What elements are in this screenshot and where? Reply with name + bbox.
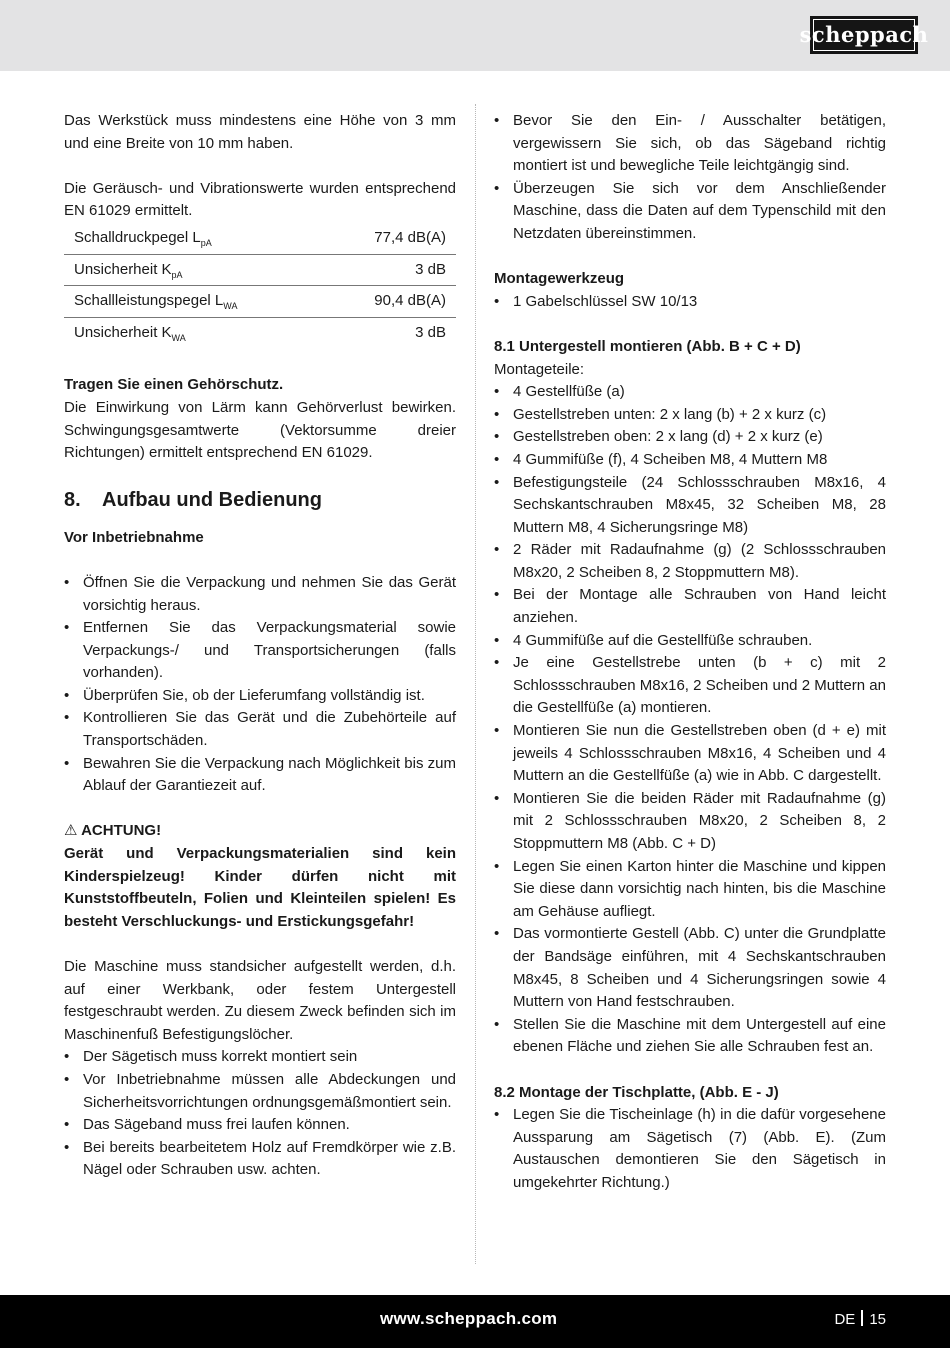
list-item: • Legen Sie einen Karton hinter die Maschine und kippen Sie diese dann vorsichtig nach hinten, bis die Maschine am Gehäuse aufliegt. [494,856,886,924]
tools-list [494,291,886,314]
page-footer [0,1295,950,1348]
warning-triangle-icon: ⚠ [64,822,78,840]
noise-label: Unsicherheit K [74,260,172,278]
column-divider [475,104,476,1264]
table-row [64,286,456,318]
table-mount-list [494,1104,886,1194]
list-item: • Der Sägetisch muss korrekt montiert sein [64,1046,456,1069]
pre-switch-list [494,110,886,246]
subsection-heading-8-1: 8.1 Untergestell montieren (Abb. B + C + D) [494,337,801,355]
section-heading-8 [64,487,456,513]
list-item: • Kontrollieren Sie das Gerät und die Zubehörteile auf Transportschäden. [64,707,456,752]
list-item: • Je eine Gestellstrebe unten (b + c) mit 2 Schlossschrauben M8x16, 2 Scheiben und 2 Muttern an die Gestellfüße (a) montieren. [494,652,886,720]
list-item: • Entfernen Sie das Verpackungsmaterial sowie Verpackungs-/ und Transportsicherungen (falls vorhanden). [64,617,456,685]
list-item: • Gestellstreben unten: 2 x lang (b) + 2 x kurz (c) [494,404,886,427]
right-column [494,110,886,1195]
separator-bar [861,1310,863,1326]
warning-heading [64,820,456,843]
page-number-value: 15 [869,1311,886,1328]
list-item: • Befestigungsteile (24 Schlossschrauben M8x16, 4 Sechskantschrauben M8x45, 32 Scheiben M8, 28 Muttern M8, 4 Sicherungsringe M8) [494,472,886,540]
list-item: • Überzeugen Sie sich vor dem Anschließender Maschine, dass die Daten auf dem Typenschild mit den Netzdaten übereinstimmen. [494,178,886,246]
noise-values-table [64,223,456,348]
subheading-before-use: Vor Inbetriebnahme [64,528,204,546]
table-row [64,317,456,348]
assembly-list [494,381,886,1059]
list-item: • 4 Gummifüße auf die Gestellfüße schrauben. [494,630,886,653]
list-item: • Gestellstreben oben: 2 x lang (d) + 2 x kurz (e) [494,426,886,449]
logo-text: scheppach [799,21,929,47]
list-item: • Öffnen Sie die Verpackung und nehmen Sie das Gerät vorsichtig heraus. [64,572,456,617]
section-title: Aufbau und Bedienung [102,488,322,511]
list-item: • Legen Sie die Tischeinlage (h) in die dafür vorgesehene Aussparung am Sägetisch (7) (Abb. E). (Zum Austauschen demontieren Sie den Sägetisch in umgekehrter Richtung.) [494,1104,886,1194]
language-code: DE [834,1311,856,1328]
noise-label: Schallleistungspegel L [74,292,224,310]
page-header [0,0,950,71]
list-item: • Überprüfen Sie, ob der Lieferumfang vollständig ist. [64,685,456,708]
scheppach-logo [799,16,929,54]
list-item: • Montieren Sie die beiden Räder mit Radaufnahme (g) mit 2 Schlossschrauben M8x20, 2 Scheiben 8, 2 Stoppmuttern M8 (Abb. C + D) [494,788,886,856]
noise-sub: pA [171,269,183,280]
table-row [64,254,456,286]
noise-label: Unsicherheit K [74,323,172,341]
list-item: • 2 Räder mit Radaufnahme (g) (2 Schlossschrauben M8x20, 2 Scheiben 8, 2 Stoppmuttern M8). [494,539,886,584]
list-item: • 4 Gestellfüße (a) [494,381,886,404]
noise-sub: pA [200,237,212,248]
list-item: • Bei der Montage alle Schrauben von Hand leicht anziehen. [494,584,886,629]
paragraph-noise-intro: Die Geräusch- und Vibrationswerte wurden entsprechend EN 61029 ermittelt. [64,179,456,220]
noise-sub: WA [223,301,238,312]
noise-value: 77,4 dB(A) [330,223,456,254]
tools-heading: Montagewerkzeug [494,270,625,288]
noise-sub: WA [171,332,186,343]
list-item: • Bewahren Sie die Verpackung nach Möglichkeit bis zum Ablauf der Garantiezeit auf. [64,753,456,798]
left-column [64,110,456,1182]
list-item: • Vor Inbetriebnahme müssen alle Abdeckungen und Sicherheitsvorrichtungen ordnungsgemäßmontiert sein. [64,1069,456,1114]
paragraph-workpiece: Das Werkstück muss mindestens eine Höhe von 3 mm und eine Breite von 10 mm haben. [64,112,456,152]
list-item: • Das Sägeband muss frei laufen können. [64,1114,456,1137]
table-row [64,223,456,254]
subsection-heading-8-2: 8.2 Montage der Tischplatte, (Abb. E - J) [494,1083,779,1101]
section-number: 8. [64,488,81,511]
list-item: • 1 Gabelschlüssel SW 10/13 [494,291,886,314]
list-item: • Das vormontierte Gestell (Abb. C) unter die Grundplatte der Bandsäge einführen, mit 4 Sechskantschrauben M8x45, 8 Scheiben und 4 Sicherungsringen sowie 4 Muttern von Hand festschrauben. [494,923,886,1013]
page-number [834,1309,886,1332]
warning-title: ACHTUNG! [81,822,162,840]
list-item: • Bevor Sie den Ein- / Ausschalter betätigen, vergewissern Sie sich, ob das Sägeband richtig montiert ist und bewegliche Teile leichtgängig sind. [494,110,886,178]
setup-checks-list [64,1046,456,1182]
noise-value: 3 dB [330,254,456,286]
noise-label: Schalldruckpegel L [74,228,201,246]
paragraph-hearing: Die Einwirkung von Lärm kann Gehörverlust bewirken. Schwingungsgesamtwerte (Vektorsumme dreier Richtungen) ermittelt entsprechend EN 61029. [64,398,456,462]
list-item: • Bei bereits bearbeitetem Holz auf Fremdkörper wie z.B. Nägel oder Schrauben usw. achten. [64,1137,456,1182]
list-item: • 4 Gummifüße (f), 4 Scheiben M8, 4 Muttern M8 [494,449,886,472]
hearing-protection-heading: Tragen Sie einen Gehörschutz. [64,376,284,394]
before-use-list [64,572,456,798]
noise-value: 3 dB [415,323,446,341]
list-item: • Montieren Sie nun die Gestellstreben oben (d + e) mit jeweils 4 Schlossschrauben M8x16, 4 Scheiben und 4 Muttern an die Gestellfüße (a) wie in Abb. C dargestellt. [494,720,886,788]
list-item: • Stellen Sie die Maschine mit dem Untergestell auf eine ebenen Fläche und ziehen Sie alle Schrauben fest an. [494,1014,886,1059]
paragraph-machine-setup: Die Maschine muss standsicher aufgestellt werden, d.h. auf einer Werkbank, oder festem Untergestell festgeschraubt werden. Zu diesem Zweck befinden sich im Maschinenfuß Befestigungslöcher. [64,958,456,1043]
assembly-parts-label: Montageteile: [494,360,585,378]
website-link[interactable]: www.scheppach.com [380,1309,558,1328]
noise-value: 90,4 dB(A) [330,286,456,318]
warning-text: Gerät und Verpackungsmaterialien sind kein Kinderspielzeug! Kinder dürfen nicht mit Kunststoffbeuteln, Folien und Kleinteilen spielen! Es besteht Verschluckungs- und Erstickungsgefahr! [64,845,456,930]
